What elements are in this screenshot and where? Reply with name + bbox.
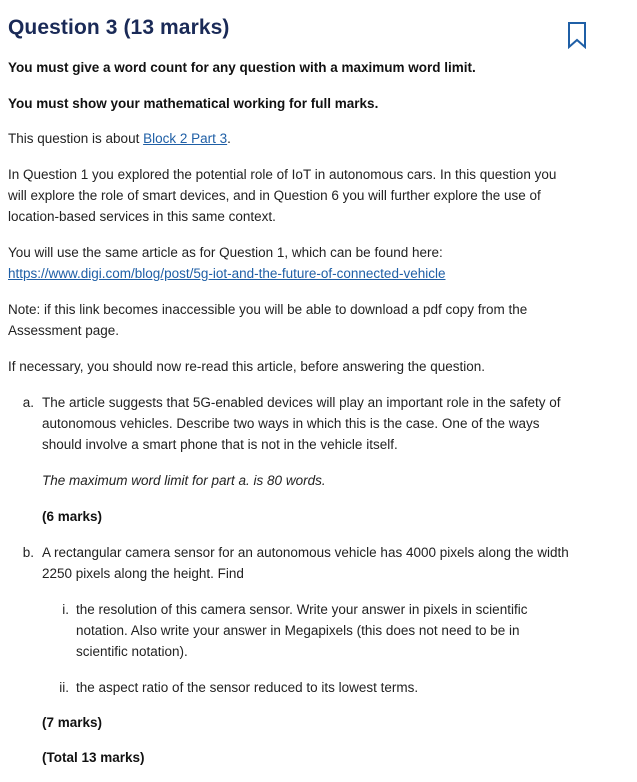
part-b-marker: b. xyxy=(22,545,34,560)
note-line-2: Assessment page. xyxy=(8,323,120,338)
part-a-line-1: The article suggests that 5G-enabled devices will play an important role in the safety of xyxy=(42,395,561,410)
part-b-ii-marker: ii. xyxy=(59,680,69,695)
block-link[interactable]: Block 2 Part 3 xyxy=(143,131,228,146)
about-paragraph xyxy=(8,129,592,150)
part-b-line-2: 2250 pixels along the height. Find xyxy=(42,566,244,581)
instruction-working: You must show your mathematical working for full marks. xyxy=(8,96,379,111)
part-b-ii-line-1: the aspect ratio of the sensor reduced to its lowest terms. xyxy=(76,680,419,695)
page-title: Question 3 (13 marks) xyxy=(8,16,230,39)
part-a-line-2: autonomous vehicles. Describe two ways in which this is the case. One of the ways xyxy=(42,416,540,431)
part-a-word-limit: The maximum word limit for part a. is 80 words. xyxy=(42,473,326,488)
note-line-1: Note: if this link becomes inaccessible you will be able to download a pdf copy from the xyxy=(8,302,528,317)
part-a-marks: (6 marks) xyxy=(42,509,103,524)
part-b-i-line-2: notation. Also write your answer in Megapixels (this does not need to be in xyxy=(76,623,520,638)
about-suffix: . xyxy=(227,131,231,146)
context-line-3: location-based services in this same context. xyxy=(8,209,276,224)
reread-instruction: If necessary, you should now re-read this article, before answering the question. xyxy=(8,359,486,374)
total-marks: (Total 13 marks) xyxy=(42,750,145,765)
article-link-line xyxy=(8,264,592,285)
bookmark-icon xyxy=(567,21,587,49)
part-b-marks: (7 marks) xyxy=(42,715,103,730)
about-prefix: This question is about xyxy=(8,131,144,146)
part-b-i-line-3: scientific notation). xyxy=(76,644,188,659)
context-line-2: will explore the role of smart devices, and in Question 6 you will further explore the use of xyxy=(8,188,541,203)
context-line-1: In Question 1 you explored the potential role of IoT in autonomous cars. In this question you xyxy=(8,167,557,182)
part-b-i-line-1: the resolution of this camera sensor. Write your answer in pixels in scientific xyxy=(76,602,528,617)
article-line: You will use the same article as for Question 1, which can be found here: xyxy=(8,245,443,260)
article-link[interactable]: https://www.digi.com/blog/post/5g-iot-and-the-future-of-connected-vehicle xyxy=(8,266,446,281)
part-a-line-3: should involve a smart phone that is not in the vehicle itself. xyxy=(42,437,398,452)
part-b-i-marker: i. xyxy=(62,602,69,617)
instruction-word-count: You must give a word count for any question with a maximum word limit. xyxy=(8,60,476,75)
part-a-marker: a. xyxy=(22,395,34,410)
part-b-line-1: A rectangular camera sensor for an autonomous vehicle has 4000 pixels along the width xyxy=(42,545,569,560)
bookmark-button[interactable] xyxy=(567,21,587,49)
